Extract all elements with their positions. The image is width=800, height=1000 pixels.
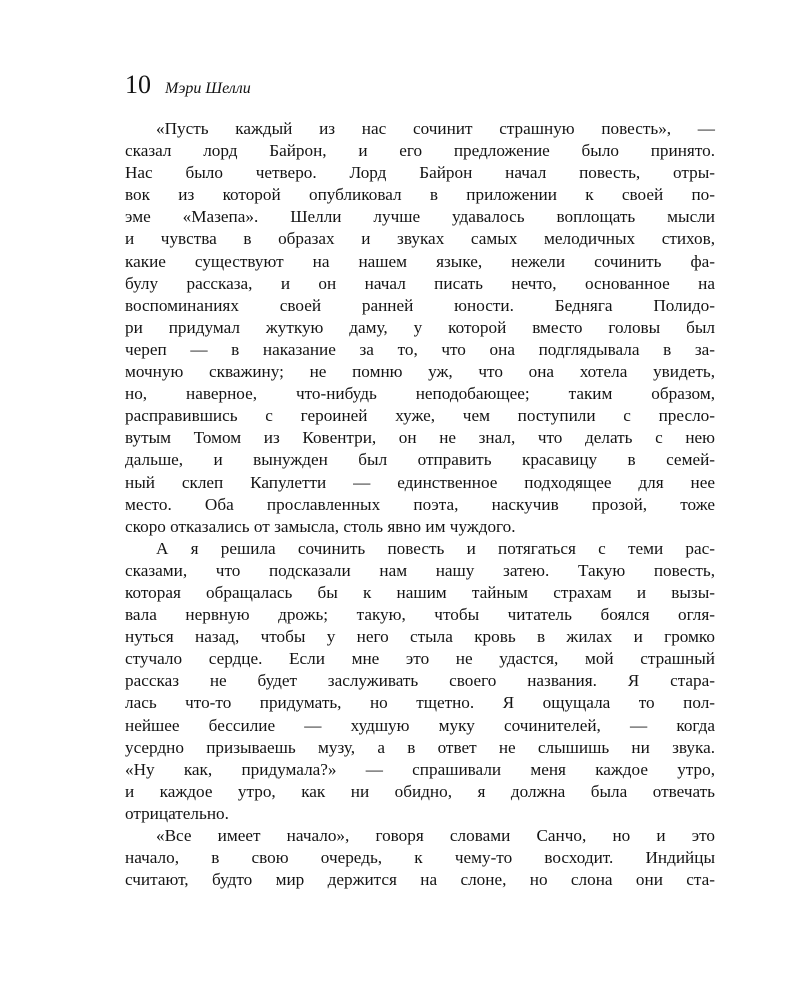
text-line: ный склеп Капулетти — единственное подходящее для нее: [125, 472, 715, 492]
text-line: но, наверное, что-нибудь неподобающее; таким образом,: [125, 384, 715, 404]
text-line: дальше, и вынужден был отправить красавицу в семей-: [125, 450, 715, 470]
text-line: считают, будто мир держится на слоне, но слона они ста-: [125, 870, 715, 890]
text-line: ри придумал жуткую даму, у которой вместо головы был: [125, 317, 715, 337]
text-line: нуться назад, чтобы у него стыла кровь в жилах и громко: [125, 627, 715, 647]
text-line: рассказ не будет заслуживать своего названия. Я стара-: [125, 671, 715, 691]
text-line: «Ну как, придумала?» — спрашивали меня каждое утро,: [125, 759, 715, 779]
text-line: стучало сердце. Если мне это не удастся, мой страшный: [125, 649, 715, 669]
text-line: вутым Томом из Ковентри, он не знал, что делать с нею: [125, 428, 715, 448]
text-line: и чувства в образах и звуках самых мелодичных стихов,: [125, 229, 715, 249]
text-line: усердно призываешь музу, а в ответ не слышишь ни звука.: [125, 737, 715, 757]
text-line: булу рассказа, и он начал писать нечто, основанное на: [125, 273, 715, 293]
running-head: [125, 68, 251, 102]
text-line: нейшее бессилие — худшую муку сочинителей, — когда: [125, 715, 715, 735]
text-line: отрицательно.: [125, 803, 229, 823]
text-line: мочную скважину; не помню уж, что она хотела увидеть,: [125, 362, 715, 382]
text-line: какие существуют на нашем языке, нежели сочинить фа-: [125, 251, 715, 271]
text-line: эме «Мазепа». Шелли лучше удавалось воплощать мысли: [125, 207, 715, 227]
text-line: начало, в свою очередь, к чему-то восходит. Индийцы: [125, 848, 715, 868]
text-line: расправившись с героиней хуже, чем поступили с пресло-: [125, 406, 715, 426]
body-text: [125, 118, 715, 891]
text-line: Нас было четверо. Лорд Байрон начал повесть, отры-: [125, 163, 715, 183]
text-line: скоро отказались от замысла, столь явно им чуждого.: [125, 516, 516, 536]
text-line: сказами, что подсказали нам нашу затею. Такую повесть,: [125, 560, 715, 580]
running-title: Мэри Шелли: [165, 80, 251, 97]
text-line: сказал лорд Байрон, и его предложение было принято.: [125, 141, 715, 161]
text-line: череп — в наказание за то, что она подглядывала в за-: [125, 339, 715, 359]
text-line: которая обращалась бы к нашим тайным страхам и вызы-: [125, 582, 715, 602]
text-line: лась что-то придумать, но тщетно. Я ощущала то пол-: [125, 693, 715, 713]
text-line: А я решила сочинить повесть и потягаться с теми рас-: [156, 538, 715, 558]
text-line: воспоминаниях своей ранней юности. Бедняга Полидо-: [125, 295, 715, 315]
text-line: вок из которой опубликовал в приложении к своей по-: [125, 185, 715, 205]
text-line: «Все имеет начало», говоря словами Санчо, но и это: [156, 826, 715, 845]
text-line: и каждое утро, как ни обидно, я должна была отвечать: [125, 781, 715, 801]
text-line: «Пусть каждый из нас сочинит страшную повесть», —: [156, 119, 715, 138]
text-line: место. Оба прославленных поэта, наскучив прозой, тоже: [125, 494, 715, 514]
text-line: вала нервную дрожь; такую, чтобы читатель боялся огля-: [125, 605, 715, 625]
page-number: 10: [125, 70, 151, 99]
